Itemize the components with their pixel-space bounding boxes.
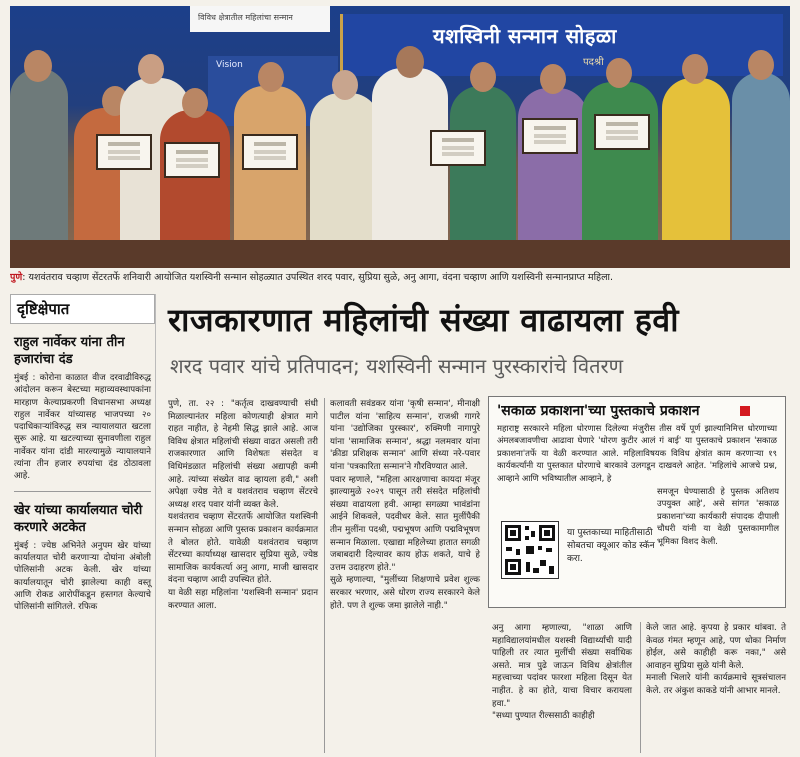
certificate: [242, 134, 298, 170]
brief-text: मुंबई : ज्येष्ठ अभिनेते अनुपम खेर यांच्या कार्यालयात चोरी करणाऱ्या दोघांना अंबोली पोलिसांनी अटक केली. खेर यांच्या कार्यालयातून चोरी झालेल्या काही वस्तू आणि रोकड आरोपींकडून हस्तगत केल्याचे पोलिसांनी सांगितले. रफिक: [14, 540, 151, 613]
brief-heading: खेर यांच्या कार्यालयात चोरी करणारे अटकेत: [14, 502, 143, 535]
qr-code-icon[interactable]: [501, 521, 559, 579]
small-banner: विविध क्षेत्रातील महिलांचा सन्मान: [190, 6, 330, 32]
person-head: [606, 58, 632, 88]
article-column-2: कलावती सवंडकर यांना 'कृषी सन्मान', मीनाक्षी पाटील यांना 'साहित्य सन्मान', राजश्री गागरे यांना 'उद्योजिका पुरस्कार', रुक्मिणी नागापुरे यांना 'सामाजिक सन्मान', श्रद्धा नलमवार यांना 'क्रीडा प्रशिक्षक सन्मान' आणि संध्या नरे-पवार यांना 'पत्रकारिता सन्मान'ने गौरविण्यात आले. पवार म्हणाले, "महिला आरक्षणाचा कायदा मंजूर झाल्यामुळे २०२९ पासून तरी संसदेत महिलांची संख्या वाढायला हवी. आम्हा सगळ्या भावंडांना आईने शिकवले, पदवीधर केले. सात मुलींपैकी तीन मुलींना पदश्री, पद्मभूषण आणि पद्मविभूषण सन्मान मिळाला. एखाद्या महिलेच्या हातात सगळी जबाबदारी दिल्यावर काय होऊ शकते, याचे हे उत्तम उदाहरण होते." सुळे म्हणाल्या, "मुलींच्या शिक्षणाचे प्रवेश शुल्क सरकार भरणार, असे धोरण राज्य सरकारने केले होते. पण ते शुल्क जमा झालेले नाही.": [330, 399, 480, 611]
person-head: [258, 62, 284, 92]
column-rule: [640, 622, 641, 753]
person: [372, 68, 448, 268]
red-square-icon: [740, 406, 750, 416]
certificate: [522, 118, 578, 154]
column-rule: [324, 398, 325, 753]
banner-title: यशस्विनी सन्मान सोहळा: [433, 24, 617, 48]
person: [10, 68, 68, 268]
sidebar-briefs: [10, 294, 156, 757]
caption-text: : यशवंतराव चव्हाण सेंटरतर्फे शनिवारी आयोजित यशस्विनी सन्मान सोहळ्यात उपस्थित शरद पवार, सुप्रिया सुळे, अनु आगा, वंदना चव्हाण आणि यशस्विनी सन्मानप्राप्त महिला.: [22, 272, 614, 283]
certificate: [594, 114, 650, 150]
person-head: [138, 54, 164, 84]
divider: [14, 491, 151, 492]
person-head: [182, 88, 208, 118]
certificate: [430, 130, 486, 166]
event-photo: [10, 6, 790, 268]
person-head: [396, 46, 424, 78]
article-column-4: केले जात आहे. कृपया हे प्रकार थांबवा. ते केवळ गंमत म्हणून आहे, पण धोका निर्माण होईल, असे काहीही करू नका," असे आवाहन सुप्रिया सुळे यांनी केले. मनाली भिलारे यांनी कार्यक्रमाचे सूत्रसंचालन केले. तर अंकुश काकडे यांनी आभार मानले.: [646, 623, 786, 696]
qr-caption: या पुस्तकाच्या माहितीसाठी सोबतचा क्यूआर कोड स्कॅन करा.: [567, 528, 655, 564]
person-head: [24, 50, 52, 82]
article-column-1: पुणे, ता. २२ : "कर्तृत्व दाखवण्याची संधी मिळाल्यानंतर महिला कोणत्याही क्षेत्रात मागे राहत नाहीत, हे नेहमी सिद्ध झाले आहे. आज विविध क्षेत्रात महिलांची संख्या वाढत असली तरी राजकारणात आणि विशेषतः संसदेत व विधिमंडळात महिलांची संख्या अद्यापही कमी आहे. त्यांच्या संख्येत वाढ व्हायला हवी," अशी अपेक्षा ज्येष्ठ नेते व यशवंतराव चव्हाण सेंटरचे अध्यक्ष शरद पवार यांनी व्यक्त केले. यशवंतराव चव्हाण सेंटरतर्फे आयोजित यशस्विनी सन्मान सोहळा आणि पुस्तक प्रकाशन कार्यक्रमात ते बोलत होते. यावेळी यशवंतराव चव्हाण सेंटरच्या कार्याध्यक्ष खासदार सुप्रिया सुळे, ज्येष्ठ सामाजिक कार्यकर्त्या अनु आगा, माजी खासदार वंदना चव्हाण आदी उपस्थित होते. या वेळी सहा महिलांना 'यशस्विनी सन्मान' प्रदान करण्यात आला.: [168, 399, 318, 611]
certificate: [164, 142, 220, 178]
certificate: [96, 134, 152, 170]
sidebar-title: दृष्टिक्षेपात: [10, 294, 155, 324]
person-head: [748, 50, 774, 80]
person-head: [682, 54, 708, 84]
stage-table: [10, 240, 790, 268]
article-headline: राजकारणात महिलांची संख्या वाढायला हवी: [168, 301, 680, 339]
person: [732, 72, 790, 268]
brief-heading: राहुल नार्वेकर यांना तीन हजारांचा दंड: [14, 335, 125, 367]
photo-caption: [10, 268, 790, 288]
box-text: महाराष्ट्र सरकारने महिला धोरणास दिलेल्या मंजुरीस तीस वर्षे पूर्ण झाल्यानिमित्त धोरणाच्या अंमलबजावणीचा आढावा घेणारे 'धोरण कुटीर आलं गं बाई' या पुस्तकाचे प्रकाशन 'सकाळ प्रकाशना'तर्फे या वेळी करण्यात आले. महिलाविषयक विविध क्षेत्रांत काम करणाऱ्या १९ कार्यकर्त्यांनी या पुस्तकात धोरणाचे बारकावे उलगडून दाखवले आहेत. 'महिलांचे आजचे प्रश्न, आव्हाने आणि भविष्यातील आव्हाने, हे: [497, 423, 777, 483]
article-column-3: अनु आगा म्हणाल्या, "शाळा आणि महाविद्यालयांमधील यशस्वी विद्यार्थ्यांची यादी पाहिली तर त्यात मुलींची संख्या सर्वाधिक असते. मात्र पुढे जाऊन विविध क्षेत्रांतील महत्त्वाच्या पदांवर फारशा महिला दिसून येत नाहीत. हे का होते, याचा विचार करायला हवा." "सध्या पुण्यात रील्ससाठी काहीही: [492, 623, 632, 722]
box-title: 'सकाळ प्रकाशना'च्या पुस्तकाचे प्रकाशन: [489, 397, 785, 420]
vision-panel: Vision: [208, 56, 338, 126]
box-text-continued: समजून घेण्यासाठी हे पुस्तक अतिशय उपयुक्त आहे', असे सांगत 'सकाळ प्रकाशना'च्या कार्यकारी संपादक दीपाली चौधरी यांनी या वेळी पुस्तकामागील भूमिका विशद केली.: [657, 486, 779, 546]
person-head: [540, 64, 566, 94]
brief-text: मुंबई : कोरोना काळात वीज दरवाढीविरुद्ध आंदोलन करून बेस्टच्या महाव्यवस्थापकांना मारहाण केल्याप्रकरणी विधानसभा अध्यक्ष राहुल नार्वेकर यांच्यासह भाजपच्या २० पदाधिकाऱ्यांविरुद्ध सत्र न्यायालयात खटला सुरू आहे. या खटल्याच्या सुनावणीला राहुल नार्वेकर यांना दांडी मारल्यामुळे न्यायालयाने त्यांना तीन हजार रुपयांचा दंड ठोठावला आहे.: [14, 373, 151, 482]
person-head: [470, 62, 496, 92]
people-group: [10, 46, 790, 268]
book-launch-box: [488, 396, 786, 608]
caption-place: पुणे: [10, 272, 23, 283]
person-head: [332, 70, 358, 100]
article-subheadline: शरद पवार यांचे प्रतिपादन; यशस्विनी सन्मान पुरस्कारांचे वितरण: [170, 354, 624, 378]
banner-subtitle: पदश्री: [583, 57, 604, 68]
